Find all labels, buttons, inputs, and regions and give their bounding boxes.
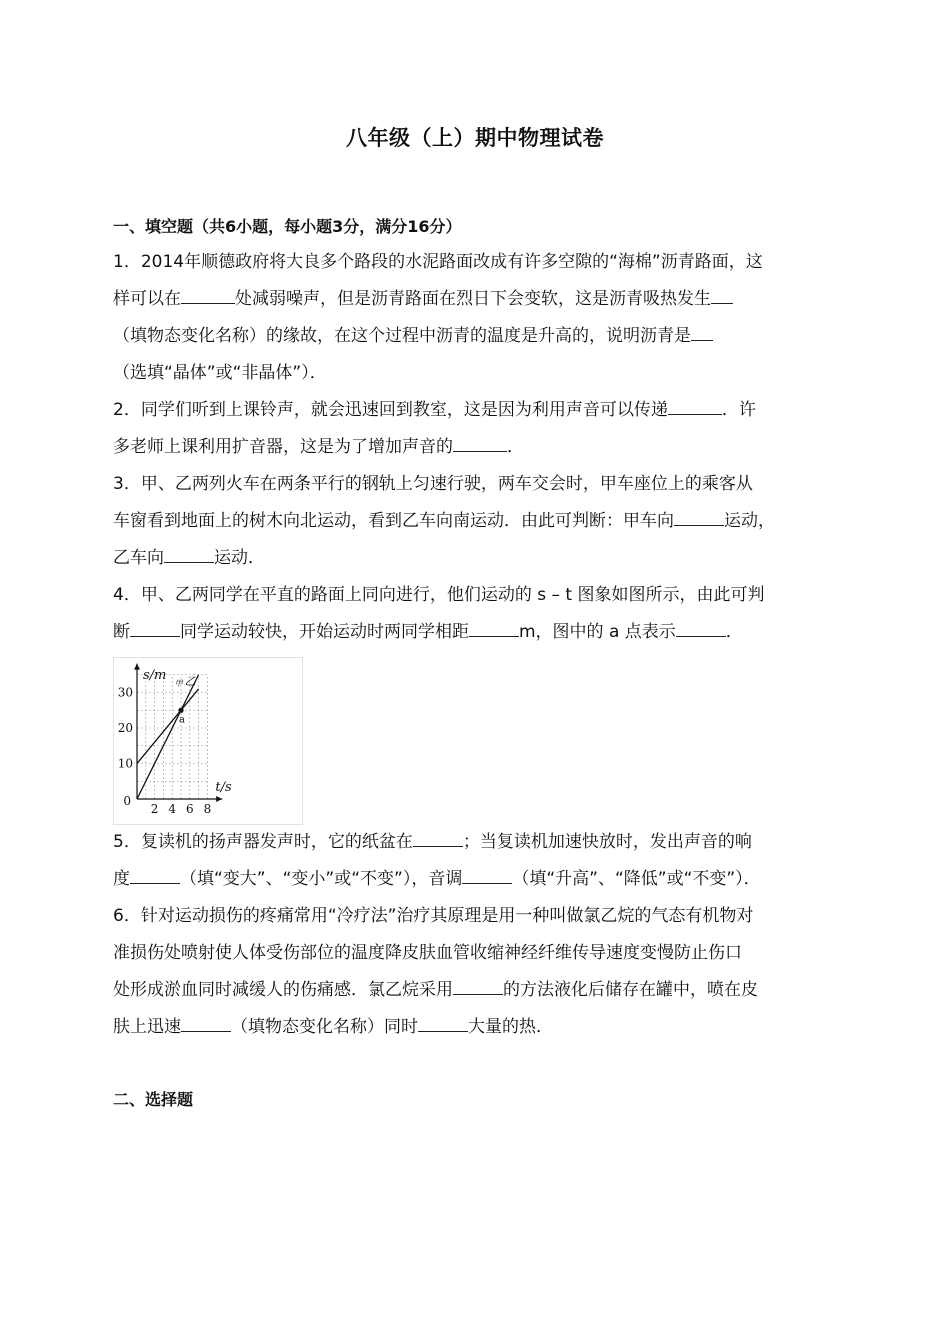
q3-text-1: 3．甲、乙两列火车在两条平行的钢轨上匀速行驶，两车交会时，甲车座位上的乘客从 [113, 474, 753, 494]
q6-line-4 [113, 1015, 843, 1039]
point-a-label: a [179, 714, 185, 726]
s-t-graph-svg [113, 657, 303, 825]
x-tick-label: 2 [150, 802, 159, 816]
x-tick-label: 4 [168, 802, 177, 816]
q2-line-2 [113, 435, 843, 459]
y-tick-label: 30 [117, 685, 133, 700]
q2-text-1a: 2．同学们听到上课铃声，就会迅速回到教室，这是因为利用声音可以传递 [113, 400, 668, 420]
answer-blank[interactable] [453, 978, 503, 995]
q6-line-2 [113, 941, 843, 965]
q6-text-4a: 肤上迅速 [113, 1017, 181, 1037]
answer-blank[interactable] [668, 398, 722, 415]
answer-blank[interactable] [418, 1015, 468, 1032]
answer-blank[interactable] [674, 509, 724, 526]
q1-text-2a: 样可以在 [113, 289, 181, 309]
q4-text-2a: 断 [113, 622, 130, 642]
q4-text-1: 4．甲、乙两同学在平直的路面上同向进行，他们运动的 s – t 图象如图所示，由此可判 [113, 585, 765, 605]
q1-text-1: 1．2014年顺德政府将大良多个路段的水泥路面改成有许多空隙的“海棉”沥青路面，这 [113, 252, 763, 272]
q6-text-3a: 处形成淤血同时减缓人的伤痛感．氯乙烷采用 [113, 980, 453, 1000]
q5-text-1a: 5．复读机的扬声器发声时，它的纸盆在 [113, 832, 413, 852]
q4-text-2c: m，图中的 a 点表示 [519, 622, 676, 642]
answer-blank[interactable] [181, 287, 235, 304]
origin-label: 0 [123, 794, 131, 808]
answer-blank[interactable] [691, 324, 713, 341]
answer-blank[interactable] [413, 830, 463, 847]
series-label-yi: 乙 [184, 674, 196, 688]
answer-blank[interactable] [676, 620, 726, 637]
q6-text-2: 准损伤处喷射使人体受伤部位的温度降皮肤血管收缩神经纤维传导速度变慢防止伤口 [113, 943, 742, 963]
q5-line-1 [113, 830, 843, 854]
answer-blank[interactable] [130, 867, 180, 884]
q2-text-2a: 多老师上课利用扩音器，这是为了增加声音的 [113, 437, 453, 457]
q5-text-2b: （填“变大”、“变小”或“不变”），音调 [180, 869, 463, 889]
q3-text-2a: 车窗看到地面上的树木向北运动，看到乙车向南运动．由此可判断：甲车向 [113, 511, 674, 531]
answer-blank[interactable] [453, 435, 507, 452]
point-a-marker [178, 708, 183, 713]
q3-line-2 [113, 509, 843, 533]
q6-text-1: 6．针对运动损伤的疼痛常用“冷疗法”治疗其原理是用一种叫做氯乙烷的气态有机物对 [113, 906, 754, 926]
q5-text-1b: ；当复读机加速快放时，发出声音的响 [462, 832, 752, 852]
q4-text-2d: ． [725, 622, 743, 642]
q3-line-1 [113, 472, 843, 496]
y-tick-label: 10 [117, 756, 133, 771]
answer-blank[interactable] [469, 620, 519, 637]
answer-blank[interactable] [130, 620, 180, 637]
q1-line-1 [113, 250, 843, 274]
q4-text-2b: 同学运动较快，开始运动时两同学相距 [180, 622, 469, 642]
section-heading-choice: 二、选择题 [113, 1090, 194, 1109]
answer-blank[interactable] [164, 546, 214, 563]
answer-blank[interactable] [462, 867, 512, 884]
answer-blank[interactable] [181, 1015, 231, 1032]
q3-text-2b: 运动， [724, 511, 775, 531]
q5-line-2 [113, 867, 843, 891]
x-tick-label: 6 [185, 802, 194, 816]
s-t-graph [113, 657, 303, 825]
page-title: 八年级（上）期中物理试卷 [346, 126, 604, 150]
q2-line-1 [113, 398, 843, 422]
q6-line-3 [113, 978, 843, 1002]
answer-blank[interactable] [711, 287, 733, 304]
series-label-jia: 甲 [174, 678, 183, 688]
q1-line-4 [113, 361, 843, 385]
x-tick-label: 8 [203, 802, 212, 816]
q3-text-3a: 乙车向 [113, 548, 164, 568]
q6-text-3b: 的方法液化后储存在罐中，喷在皮 [503, 980, 758, 1000]
q5-text-2c: （填“升高”、“降低”或“不变”）． [512, 869, 761, 889]
y-tick-label: 20 [117, 721, 133, 735]
q6-text-4b: （填物态变化名称）同时 [231, 1017, 418, 1037]
q2-text-1b: ．许 [721, 400, 756, 420]
q3-text-3b: 运动． [214, 548, 265, 568]
q3-line-3 [113, 546, 843, 570]
q6-line-1 [113, 904, 843, 928]
q1-text-2b: 处减弱噪声，但是沥青路面在烈日下会变软，这是沥青吸热发生 [235, 289, 711, 309]
q5-text-2a: 度 [113, 869, 130, 889]
q1-line-3 [113, 324, 843, 348]
y-axis-label: s/m [143, 668, 167, 683]
q4-line-1 [113, 583, 843, 607]
q6-text-4c: 大量的热． [468, 1017, 553, 1037]
q1-text-4: （选填“晶体”或“非晶体”）． [113, 363, 327, 383]
x-axis-label: t/s [215, 780, 232, 795]
q1-line-2 [113, 287, 843, 311]
section-heading-fill-in: 一、填空题（共6小题，每小题3分，满分16分） [113, 217, 462, 236]
q4-line-2 [113, 620, 843, 644]
q2-text-2b: ． [507, 437, 524, 457]
q1-text-3a: （填物态变化名称）的缘故，在这个过程中沥青的温度是升高的，说明沥青是 [113, 326, 691, 346]
